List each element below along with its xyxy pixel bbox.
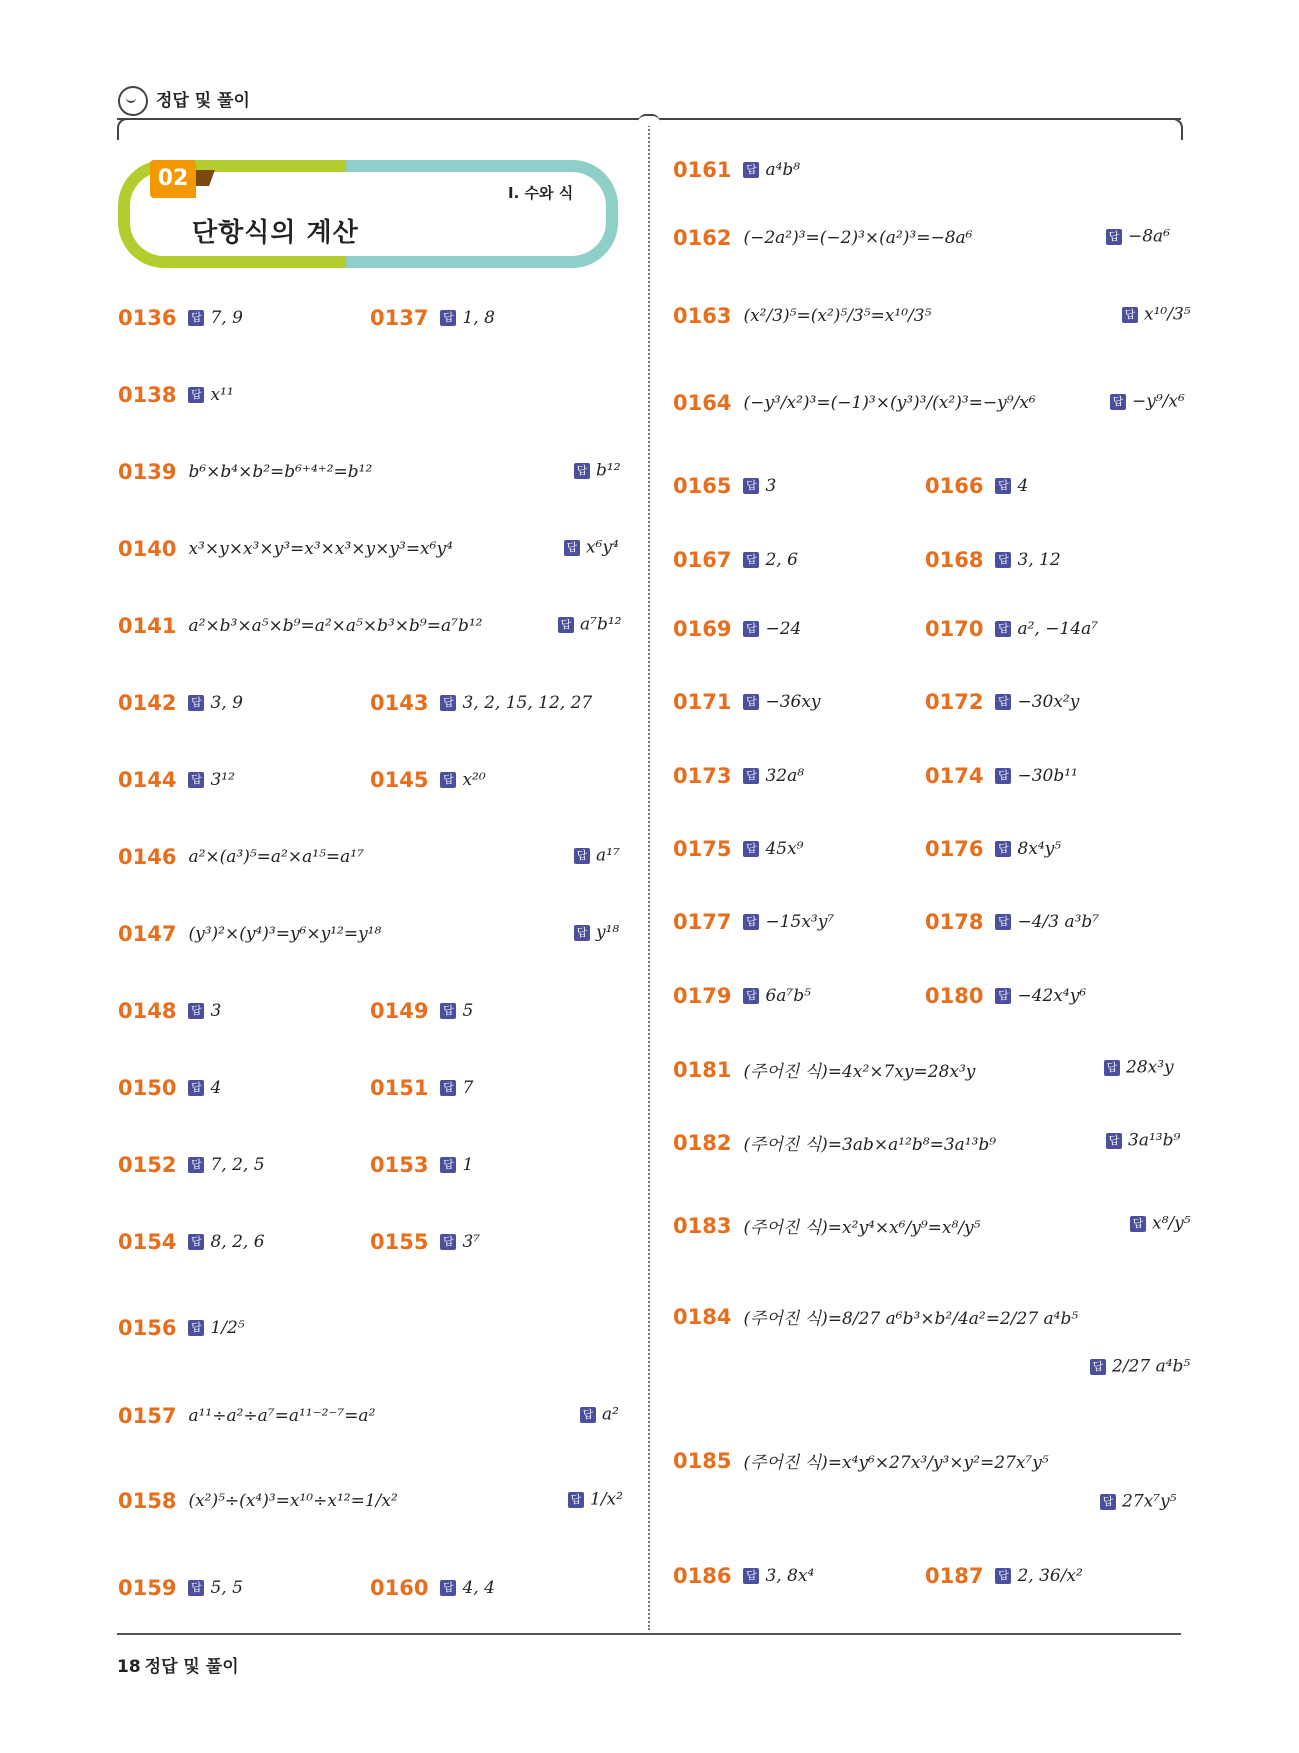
answer-value: −4/3 a³b⁷ [1017,912,1100,932]
answer-value: −15x³y⁷ [765,912,835,932]
answer-value: x²⁰ [462,770,486,790]
answer [1110,391,1185,412]
answer-value: a⁷b¹² [580,614,622,635]
answer-value: 3, 9 [210,693,243,713]
answer-value: 1/x² [590,1489,623,1510]
answer-mark-icon: 답 [188,1580,204,1596]
answer-mark-icon: 답 [188,1157,204,1173]
answer-mark-icon: 답 [743,914,759,930]
answer [564,537,619,558]
answer-mark-icon: 답 [568,1492,584,1508]
problem-number: 0138 [118,383,177,407]
problem-number: 0144 [118,768,177,792]
answer-mark-icon: 답 [743,694,759,710]
answer-value: −30x²y [1017,692,1080,712]
problem-number: 0153 [370,1153,429,1177]
problem-entry [118,1489,398,1513]
problem-entry [925,764,1078,788]
answer-mark-icon: 답 [743,621,759,637]
answer-mark-icon: 답 [440,1157,456,1173]
answer-value: 3⁷ [462,1232,481,1252]
problem-number: 0169 [673,617,732,641]
answer-mark-icon: 답 [995,1568,1011,1584]
answer-value: 3, 12 [1017,550,1061,570]
problem-number: 0162 [673,226,732,250]
problem-entry [925,837,1061,861]
answer-value: a², −14a⁷ [1017,619,1099,639]
problem-number: 0139 [118,460,177,484]
answer-mark-icon: 답 [995,552,1011,568]
problem-entry [118,768,235,792]
problem-entry [673,690,821,714]
answer [1106,1130,1180,1151]
answer-mark-icon: 답 [995,914,1011,930]
answer-mark-icon: 답 [1130,1216,1146,1232]
answer-value: y¹⁸ [596,922,620,943]
problem-entry [118,1153,265,1177]
answer-mark-icon: 답 [188,772,204,788]
answer-mark-icon: 답 [743,552,759,568]
problem-entry [673,1057,975,1082]
answer [1122,304,1191,325]
section-number: 02 [150,160,196,198]
problem-number: 0168 [925,548,984,572]
answer-mark-icon: 답 [743,841,759,857]
answer-mark-icon: 답 [188,695,204,711]
problem-number: 0163 [673,304,732,328]
problem-entry [118,1076,221,1100]
problem-number: 0152 [118,1153,177,1177]
answer [1100,1491,1176,1512]
problem-number: 0174 [925,764,984,788]
problem-number: 0182 [673,1130,732,1155]
solution-text: (주어진 식)=x²y⁴×x⁶/y⁹=x⁸/y⁵ [743,1218,981,1238]
answer [574,460,621,481]
problem-entry [118,999,221,1023]
problem-number: 0157 [118,1404,177,1428]
answer-mark-icon: 답 [743,768,759,784]
problem-number: 0151 [370,1076,429,1100]
answer-value: 2, 36/x² [1017,1566,1083,1586]
answer-value: −y⁹/x⁶ [1132,391,1185,412]
problem-number: 0186 [673,1564,732,1588]
problem-number: 0172 [925,690,984,714]
answer-mark-icon: 답 [1110,394,1126,410]
answer-value: 3 [765,476,777,496]
answer-mark-icon: 답 [440,695,456,711]
answer [574,922,619,943]
answer-value: 1 [462,1155,474,1175]
answer [580,1404,619,1425]
problem-number: 0149 [370,999,429,1023]
answer-value: 3¹² [210,770,235,790]
answer-mark-icon: 답 [188,1003,204,1019]
answer-mark-icon: 답 [995,841,1011,857]
problem-entry [118,460,372,484]
problem-entry [673,1304,1078,1329]
answer-value: 5 [462,1001,474,1021]
problem-entry [118,1230,265,1254]
problem-number: 0165 [673,474,732,498]
problem-entry [673,837,804,861]
solution-text: (−2a²)³=(−2)³×(a²)³=−8a⁶ [743,228,973,248]
answer-value: −30b¹¹ [1017,766,1078,786]
answer-value: 45x⁹ [765,839,804,859]
problem-number: 0159 [118,1576,177,1600]
problem-entry [673,910,834,934]
problem-number: 0141 [118,614,177,638]
problem-number: 0171 [673,690,732,714]
solution-text: (주어진 식)=3ab×a¹²b⁸=3a¹³b⁹ [743,1135,997,1155]
solution-text: (주어진 식)=8/27 a⁶b³×b²/4a²=2/27 a⁴b⁵ [743,1309,1079,1329]
answer-value: 4 [1017,476,1029,496]
column-divider-cap [638,114,660,126]
answer-value: a² [602,1404,619,1425]
answer-value: 3, 2, 15, 12, 27 [462,693,593,713]
problem-entry [673,617,801,641]
answer-value: 2/27 a⁴b⁵ [1112,1356,1191,1377]
answer-mark-icon: 답 [440,1080,456,1096]
answer-mark-icon: 답 [1090,1359,1106,1375]
problem-number: 0170 [925,617,984,641]
solution-text: (−y³/x²)³=(−1)³×(y³)³/(x²)³=−y⁹/x⁶ [743,393,1036,413]
answer-value: 2, 6 [765,550,798,570]
answer [1090,1356,1190,1377]
footer-label: 정답 및 풀이 [144,1657,239,1677]
problem-number: 0180 [925,984,984,1008]
problem-number: 0187 [925,1564,984,1588]
problem-entry [925,474,1028,498]
problem-entry [673,1130,996,1155]
answer-value: 27x⁷y⁵ [1122,1491,1177,1512]
problem-entry [370,1153,473,1177]
answer-value: 4, 4 [462,1578,495,1598]
problem-entry [673,548,798,572]
problem-number: 0150 [118,1076,177,1100]
problem-number: 0136 [118,306,177,330]
answer-mark-icon: 답 [743,988,759,1004]
solution-text: a²×(a³)⁵=a²×a¹⁵=a¹⁷ [188,847,364,867]
problem-entry [673,158,800,182]
answer-value: 32a⁸ [765,766,805,786]
answer-value: 8, 2, 6 [210,1232,265,1252]
answer [574,845,620,866]
problem-number: 0176 [925,837,984,861]
problem-number: 0137 [370,306,429,330]
problem-entry [118,845,364,869]
answer-value: x¹⁰/3⁵ [1144,304,1191,325]
solution-text: (주어진 식)=x⁴y⁶×27x³/y³×y²=27x⁷y⁵ [743,1453,1049,1473]
problem-entry [118,691,243,715]
answer-value: b¹² [596,460,621,481]
problem-entry [673,1213,980,1238]
problem-number: 0156 [118,1316,177,1340]
problem-entry [370,1076,473,1100]
answer-mark-icon: 답 [1104,1060,1120,1076]
answer-value: 28x³y [1126,1057,1174,1078]
problem-entry [925,617,1098,641]
answer-mark-icon: 답 [188,1320,204,1336]
problem-entry [925,910,1099,934]
problem-entry [925,690,1079,714]
answer-mark-icon: 답 [188,1234,204,1250]
problem-number: 0143 [370,691,429,715]
answer-mark-icon: 답 [440,1234,456,1250]
problem-number: 0183 [673,1213,732,1238]
frame-corner-right [1167,118,1183,140]
answer [568,1489,623,1510]
solution-text: a²×b³×a⁵×b⁹=a²×a⁵×b³×b⁹=a⁷b¹² [188,616,483,636]
answer-mark-icon: 답 [1122,307,1138,323]
problem-entry [673,391,1036,415]
problem-entry [118,1316,245,1340]
problem-entry [673,474,776,498]
problem-entry [118,1404,375,1428]
answer-value: 1, 8 [462,308,495,328]
answer-mark-icon: 답 [564,540,580,556]
problem-number: 0184 [673,1304,732,1329]
answer-value: a¹⁷ [596,845,620,866]
answer-mark-icon: 답 [574,848,590,864]
chapter-label: Ⅰ. 수와 식 [508,184,574,202]
solution-text: (x²/3)⁵=(x²)⁵/3⁵=x¹⁰/3⁵ [743,306,932,326]
problem-entry [118,922,381,946]
problem-entry [118,383,234,407]
problem-entry [925,984,1086,1008]
problem-number: 0181 [673,1057,732,1082]
problem-entry [370,768,486,792]
running-header [118,86,250,116]
problem-number: 0185 [673,1448,732,1473]
answer-value: −24 [765,619,802,639]
solution-text: (x²)⁵÷(x⁴)³=x¹⁰÷x¹²=1/x² [188,1491,398,1511]
problem-number: 0173 [673,764,732,788]
answer-mark-icon: 답 [1100,1494,1116,1510]
answer [1130,1213,1191,1234]
answer-value: 7 [462,1078,474,1098]
problem-number: 0164 [673,391,732,415]
section-title: 단항식의 계산 [192,218,359,248]
problem-number: 0147 [118,922,177,946]
problem-entry [370,999,473,1023]
problem-number: 0158 [118,1489,177,1513]
answer-mark-icon: 답 [743,1568,759,1584]
answer-value: 3, 8x⁴ [765,1566,815,1586]
problem-entry [925,548,1061,572]
answer-mark-icon: 답 [440,1580,456,1596]
answer-value: 3a¹³b⁹ [1128,1130,1181,1151]
answer-mark-icon: 답 [995,768,1011,784]
header-title: 정답 및 풀이 [156,91,250,111]
answer-mark-icon: 답 [580,1407,596,1423]
answer-mark-icon: 답 [743,478,759,494]
problem-entry [118,306,243,330]
mascot-icon [118,86,148,116]
solution-text: x³×y×x³×y³=x³×x³×y×y³=x⁶y⁴ [188,539,453,559]
problem-number: 0167 [673,548,732,572]
answer-mark-icon: 답 [1106,229,1122,245]
answer-mark-icon: 답 [188,1080,204,1096]
problem-number: 0142 [118,691,177,715]
problem-number: 0145 [370,768,429,792]
answer-mark-icon: 답 [558,617,574,633]
answer-value: 6a⁷b⁵ [765,986,811,1006]
problem-entry [673,1448,1049,1473]
solution-text: b⁶×b⁴×b²=b⁶⁺⁴⁺²=b¹² [188,462,373,482]
problem-entry [673,304,931,328]
answer [1106,226,1170,247]
problem-number: 0166 [925,474,984,498]
answer-value: 4 [210,1078,222,1098]
problem-number: 0160 [370,1576,429,1600]
answer-value: 5, 5 [210,1578,243,1598]
problem-number: 0161 [673,158,732,182]
problem-entry [118,537,453,561]
answer-value: −36xy [765,692,821,712]
answer-mark-icon: 답 [440,310,456,326]
answer-mark-icon: 답 [995,621,1011,637]
problem-number: 0140 [118,537,177,561]
answer-value: 8x⁴y⁵ [1017,839,1062,859]
answer-mark-icon: 답 [440,772,456,788]
page-number: 18 [117,1657,141,1677]
problem-entry [673,226,972,250]
frame-corner-left [117,118,133,140]
problem-entry [370,691,592,715]
solution-text: (주어진 식)=4x²×7xy=28x³y [743,1062,976,1082]
problem-entry [925,1564,1083,1588]
problem-number: 0155 [370,1230,429,1254]
answer-value: 3 [210,1001,222,1021]
problem-number: 0178 [925,910,984,934]
answer-value: 7, 2, 5 [210,1155,265,1175]
column-divider [648,122,650,1630]
answer-value: 1/2⁵ [210,1318,245,1338]
answer-value: x⁸/y⁵ [1152,1213,1191,1234]
problem-entry [370,306,495,330]
problem-entry [673,1564,814,1588]
answer-mark-icon: 답 [743,162,759,178]
answer-mark-icon: 답 [574,463,590,479]
answer-mark-icon: 답 [574,925,590,941]
problem-number: 0148 [118,999,177,1023]
problem-entry [370,1230,480,1254]
problem-number: 0179 [673,984,732,1008]
answer [558,614,621,635]
solution-text: (y³)²×(y⁴)³=y⁶×y¹²=y¹⁸ [188,924,382,944]
answer [1104,1057,1174,1078]
answer-value: x¹¹ [210,385,234,405]
problem-number: 0154 [118,1230,177,1254]
answer-value: −8a⁶ [1128,226,1171,247]
problem-entry [673,764,804,788]
answer-value: x⁶y⁴ [586,537,619,558]
answer-value: 7, 9 [210,308,243,328]
answer-mark-icon: 답 [440,1003,456,1019]
problem-number: 0146 [118,845,177,869]
problem-number: 0175 [673,837,732,861]
answer-mark-icon: 답 [188,310,204,326]
answer-mark-icon: 답 [995,694,1011,710]
problem-entry [673,984,811,1008]
answer-mark-icon: 답 [995,988,1011,1004]
answer-mark-icon: 답 [995,478,1011,494]
answer-mark-icon: 답 [188,387,204,403]
problem-number: 0177 [673,910,732,934]
page-footer [117,1652,239,1677]
problem-entry [118,1576,243,1600]
answer-mark-icon: 답 [1106,1133,1122,1149]
answer-value: −42x⁴y⁶ [1017,986,1087,1006]
answer-value: a⁴b⁸ [765,160,801,180]
problem-entry [370,1576,495,1600]
footer-rule [117,1633,1181,1635]
solution-text: a¹¹÷a²÷a⁷=a¹¹⁻²⁻⁷=a² [188,1406,376,1426]
problem-entry [118,614,482,638]
